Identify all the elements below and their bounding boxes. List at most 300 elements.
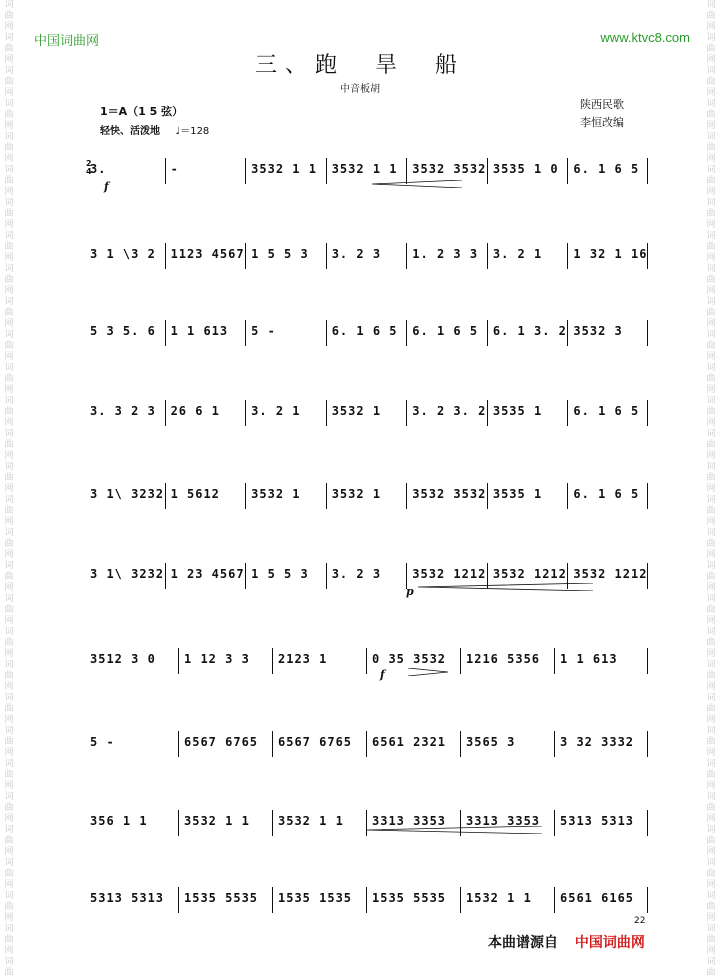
- watermark-glyph: 词: [4, 858, 14, 868]
- measure: 356 1 1: [90, 814, 148, 828]
- watermark-glyph: 网: [706, 781, 716, 791]
- barline: [272, 887, 273, 913]
- watermark-glyph: 曲: [706, 374, 716, 384]
- barline: [647, 158, 648, 184]
- song-title: 三、跑 旱 船: [254, 53, 465, 78]
- watermark-glyph: 词: [706, 594, 716, 604]
- watermark-glyph: 曲: [4, 539, 14, 549]
- barline: [165, 320, 166, 346]
- watermark-glyph: 曲: [706, 209, 716, 219]
- watermark-glyph: 曲: [4, 11, 14, 21]
- watermark-glyph: 网: [4, 715, 14, 725]
- watermark-glyph: 曲: [706, 638, 716, 648]
- score-row: [84, 400, 648, 426]
- measure: 3. 2 3. 2: [412, 404, 487, 418]
- watermark-glyph: 词: [706, 957, 716, 967]
- watermark-glyph: 网: [706, 220, 716, 230]
- measure: 3532 1 1: [331, 162, 398, 176]
- measure: 1535 1535: [278, 891, 353, 905]
- measure: 3. 2 3: [331, 247, 382, 261]
- watermark-glyph: 网: [4, 121, 14, 131]
- crescendo-hairpin: [366, 826, 542, 832]
- watermark-glyph: 曲: [706, 671, 716, 681]
- watermark-glyph: 词: [4, 528, 14, 538]
- measure: 3535 1: [492, 404, 543, 418]
- watermark-glyph: 曲: [706, 968, 716, 978]
- watermark-glyph: 曲: [706, 308, 716, 318]
- watermark-glyph: 网: [706, 748, 716, 758]
- watermark-glyph: 曲: [4, 803, 14, 813]
- measure: 6. 1 6 5: [573, 404, 640, 418]
- watermark-glyph: 曲: [4, 44, 14, 54]
- watermark-glyph: 词: [4, 132, 14, 142]
- barline: [554, 731, 555, 757]
- measure: 5 -: [90, 735, 115, 749]
- barline: [366, 887, 367, 913]
- barline: [460, 731, 461, 757]
- barline: [647, 243, 648, 269]
- watermark-glyph: 词: [4, 693, 14, 703]
- site-url[interactable]: www.ktvc8.com: [600, 30, 690, 45]
- dynamic-mark: p: [406, 585, 414, 598]
- barline: [567, 158, 568, 184]
- score-row: [84, 320, 648, 346]
- watermark-glyph: 曲: [706, 902, 716, 912]
- barline: [567, 483, 568, 509]
- measure: 1 5 5 3: [251, 567, 309, 581]
- watermark-glyph: 曲: [706, 836, 716, 846]
- watermark-glyph: 词: [4, 396, 14, 406]
- measure: 3 1\ 3232: [90, 487, 165, 501]
- watermark-glyph: 网: [4, 319, 14, 329]
- watermark-glyph: 网: [4, 88, 14, 98]
- barline: [487, 243, 488, 269]
- barline: [178, 887, 179, 913]
- barline: [406, 320, 407, 346]
- measure: 1532 1 1: [466, 891, 532, 905]
- measure: 3532 1 1: [184, 814, 250, 828]
- watermark-glyph: 曲: [4, 473, 14, 483]
- watermark-glyph: 网: [706, 946, 716, 956]
- barline: [647, 887, 648, 913]
- measure: 1 12 3 3: [184, 652, 250, 666]
- barline: [554, 887, 555, 913]
- watermark-glyph: 词: [4, 660, 14, 670]
- watermark-glyph: 网: [706, 253, 716, 263]
- watermark-glyph: 曲: [706, 737, 716, 747]
- dynamic-mark: f: [380, 668, 385, 681]
- measure: 0 35 3532: [372, 652, 447, 666]
- watermark-glyph: 网: [4, 484, 14, 494]
- source-credit: [488, 932, 645, 952]
- barline: [272, 810, 273, 836]
- watermark-glyph: 词: [706, 198, 716, 208]
- watermark-glyph: 曲: [4, 902, 14, 912]
- score-row: [84, 243, 648, 269]
- source-prefix: 本曲谱源自: [488, 935, 558, 951]
- watermark-glyph: 曲: [4, 869, 14, 879]
- score-row: [84, 731, 648, 757]
- watermark-glyph: 曲: [706, 11, 716, 21]
- watermark-glyph: 词: [4, 429, 14, 439]
- barline: [487, 158, 488, 184]
- watermark-glyph: 曲: [4, 176, 14, 186]
- measure: 3.: [90, 162, 107, 176]
- watermark-glyph: 曲: [706, 704, 716, 714]
- watermark-glyph: 曲: [706, 275, 716, 285]
- tempo-text: 轻快、活泼地: [100, 126, 160, 137]
- watermark-glyph: 曲: [4, 737, 14, 747]
- measure: 5313 5313: [560, 814, 635, 828]
- watermark-glyph: 词: [706, 396, 716, 406]
- barline: [165, 483, 166, 509]
- watermark-glyph: 曲: [4, 935, 14, 945]
- watermark-glyph: 网: [706, 913, 716, 923]
- measure: 1535 5535: [372, 891, 447, 905]
- watermark-glyph: 词: [706, 660, 716, 670]
- measure: 3532 1: [331, 404, 382, 418]
- measure: 6. 1 6 5: [331, 324, 398, 338]
- watermark-glyph: 网: [4, 187, 14, 197]
- barline: [487, 400, 488, 426]
- measure: 6. 1 3. 2: [492, 324, 567, 338]
- crescendo-hairpin: [372, 180, 462, 186]
- barline: [647, 400, 648, 426]
- measure: 3 1\ 3232: [90, 567, 165, 581]
- watermark-glyph: 词: [4, 825, 14, 835]
- watermark-glyph: 词: [706, 693, 716, 703]
- page-number: 22: [634, 916, 646, 926]
- barline: [487, 320, 488, 346]
- watermark-glyph: 词: [4, 792, 14, 802]
- watermark-glyph: 曲: [706, 473, 716, 483]
- barline: [326, 158, 327, 184]
- measure: 6561 2321: [372, 735, 447, 749]
- watermark-glyph: 曲: [4, 836, 14, 846]
- measure: 1216 5356: [466, 652, 541, 666]
- watermark-glyph: 词: [706, 891, 716, 901]
- watermark-glyph: 曲: [706, 572, 716, 582]
- score-row: [84, 483, 648, 509]
- barline: [366, 648, 367, 674]
- watermark-glyph: 曲: [706, 539, 716, 549]
- barline: [647, 648, 648, 674]
- watermark-glyph: 词: [706, 858, 716, 868]
- measure: 6. 1 6 5: [573, 162, 640, 176]
- watermark-glyph: 曲: [706, 440, 716, 450]
- site-name-left[interactable]: 中国词曲网: [34, 34, 100, 49]
- watermark-glyph: 词: [4, 561, 14, 571]
- measure: 1123 4567: [170, 247, 245, 261]
- measure: 3532 1: [331, 487, 382, 501]
- watermark-glyph: 词: [706, 429, 716, 439]
- watermark-glyph: 词: [4, 165, 14, 175]
- watermark-glyph: 词: [706, 363, 716, 373]
- measure: 3. 2 3: [331, 567, 382, 581]
- instrument-label: 中音板胡: [340, 84, 380, 95]
- watermark-glyph: 曲: [4, 638, 14, 648]
- measure: 5 3 5. 6: [90, 324, 156, 338]
- barline: [165, 243, 166, 269]
- watermark-glyph: 网: [4, 946, 14, 956]
- watermark-left: [2, 0, 16, 978]
- watermark-glyph: 网: [706, 649, 716, 659]
- watermark-right: [704, 0, 718, 978]
- watermark-glyph: 词: [706, 0, 716, 10]
- watermark-glyph: 词: [4, 759, 14, 769]
- watermark-glyph: 网: [706, 22, 716, 32]
- barline: [406, 483, 407, 509]
- watermark-glyph: 网: [4, 847, 14, 857]
- watermark-glyph: 词: [4, 264, 14, 274]
- barline: [245, 400, 246, 426]
- barline: [245, 158, 246, 184]
- measure: 3 1 \3 2: [90, 247, 156, 261]
- barline: [406, 400, 407, 426]
- measure: 6. 1 6 5: [412, 324, 479, 338]
- barline: [554, 648, 555, 674]
- watermark-glyph: 网: [4, 385, 14, 395]
- measure: 5 -: [251, 324, 276, 338]
- watermark-glyph: 曲: [4, 605, 14, 615]
- watermark-glyph: 网: [706, 121, 716, 131]
- watermark-glyph: 曲: [706, 869, 716, 879]
- measure: 6567 6765: [184, 735, 259, 749]
- watermark-glyph: 曲: [4, 671, 14, 681]
- watermark-glyph: 曲: [4, 374, 14, 384]
- measure: 1 23 4567: [170, 567, 245, 581]
- watermark-glyph: 词: [706, 924, 716, 934]
- watermark-glyph: 网: [4, 649, 14, 659]
- measure: 1 5 5 3: [251, 247, 309, 261]
- watermark-glyph: 词: [4, 363, 14, 373]
- watermark-glyph: 词: [706, 231, 716, 241]
- crescendo-hairpin: [418, 583, 593, 589]
- watermark-glyph: 词: [706, 825, 716, 835]
- watermark-glyph: 词: [4, 957, 14, 967]
- watermark-glyph: 网: [706, 550, 716, 560]
- tempo-mark: ♩＝128: [175, 126, 210, 137]
- watermark-glyph: 曲: [4, 341, 14, 351]
- watermark-glyph: 网: [706, 286, 716, 296]
- measure: 3. 3 2 3: [90, 404, 156, 418]
- measure: 3565 3: [466, 735, 516, 749]
- watermark-glyph: 网: [706, 484, 716, 494]
- watermark-glyph: 曲: [4, 407, 14, 417]
- barline: [165, 563, 166, 589]
- barline: [178, 810, 179, 836]
- watermark-glyph: 曲: [4, 275, 14, 285]
- watermark-glyph: 词: [706, 99, 716, 109]
- watermark-glyph: 曲: [706, 242, 716, 252]
- watermark-glyph: 词: [4, 330, 14, 340]
- watermark-glyph: 曲: [706, 110, 716, 120]
- watermark-glyph: 网: [706, 352, 716, 362]
- barline: [245, 483, 246, 509]
- barline: [245, 320, 246, 346]
- watermark-glyph: 曲: [706, 407, 716, 417]
- watermark-glyph: 词: [706, 561, 716, 571]
- watermark-glyph: 曲: [706, 803, 716, 813]
- watermark-glyph: 曲: [4, 704, 14, 714]
- measure: 1 32 1 16: [573, 247, 648, 261]
- watermark-glyph: 词: [706, 792, 716, 802]
- measure: 5313 5313: [90, 891, 165, 905]
- watermark-glyph: 词: [706, 297, 716, 307]
- watermark-glyph: 曲: [4, 209, 14, 219]
- measure: 3313 3353: [372, 814, 447, 828]
- barline: [178, 648, 179, 674]
- barline: [178, 731, 179, 757]
- measure: 3535 1 0: [492, 162, 559, 176]
- watermark-glyph: 网: [4, 154, 14, 164]
- measure: 1535 5535: [184, 891, 259, 905]
- watermark-glyph: 词: [706, 495, 716, 505]
- watermark-glyph: 网: [706, 418, 716, 428]
- watermark-glyph: 曲: [706, 935, 716, 945]
- measure: 3532 1212: [412, 567, 487, 581]
- measure: 3532 1 1: [251, 162, 317, 176]
- barline: [647, 320, 648, 346]
- measure: -: [170, 162, 179, 176]
- barline: [165, 400, 166, 426]
- watermark-glyph: 曲: [4, 308, 14, 318]
- watermark-glyph: 词: [706, 726, 716, 736]
- watermark-glyph: 曲: [4, 440, 14, 450]
- barline: [567, 400, 568, 426]
- score-row: [84, 887, 648, 913]
- measure: 3 32 3332: [560, 735, 635, 749]
- barline: [647, 483, 648, 509]
- watermark-glyph: 网: [706, 814, 716, 824]
- watermark-glyph: 词: [4, 297, 14, 307]
- watermark-glyph: 网: [4, 286, 14, 296]
- barline: [567, 320, 568, 346]
- barline: [165, 158, 166, 184]
- watermark-glyph: 词: [4, 924, 14, 934]
- watermark-glyph: 曲: [4, 242, 14, 252]
- song-origin: 陕西民歌: [580, 98, 624, 111]
- watermark-glyph: 网: [4, 616, 14, 626]
- watermark-glyph: 曲: [706, 176, 716, 186]
- watermark-glyph: 词: [706, 759, 716, 769]
- barline: [245, 563, 246, 589]
- watermark-glyph: 词: [706, 165, 716, 175]
- watermark-glyph: 曲: [4, 77, 14, 87]
- barline: [366, 731, 367, 757]
- watermark-glyph: 网: [4, 550, 14, 560]
- watermark-glyph: 网: [706, 583, 716, 593]
- watermark-glyph: 词: [706, 66, 716, 76]
- watermark-glyph: 网: [4, 55, 14, 65]
- watermark-glyph: 网: [706, 715, 716, 725]
- watermark-glyph: 曲: [706, 605, 716, 615]
- watermark-glyph: 曲: [4, 968, 14, 978]
- watermark-glyph: 网: [4, 583, 14, 593]
- watermark-glyph: 网: [4, 880, 14, 890]
- barline: [326, 400, 327, 426]
- watermark-glyph: 词: [4, 99, 14, 109]
- measure: 3535 1: [492, 487, 543, 501]
- barline: [460, 648, 461, 674]
- watermark-glyph: 曲: [706, 506, 716, 516]
- watermark-glyph: 词: [706, 462, 716, 472]
- measure: 6. 1 6 5: [573, 487, 640, 501]
- measure: 3313 3353: [466, 814, 541, 828]
- measure: 1 1 613: [560, 652, 618, 666]
- watermark-glyph: 网: [4, 517, 14, 527]
- tempo-line: [100, 122, 209, 137]
- watermark-glyph: 网: [4, 814, 14, 824]
- watermark-glyph: 曲: [706, 77, 716, 87]
- watermark-glyph: 词: [706, 330, 716, 340]
- watermark-glyph: 网: [706, 88, 716, 98]
- watermark-glyph: 曲: [4, 572, 14, 582]
- measure: 1 5612: [170, 487, 220, 501]
- watermark-glyph: 网: [4, 418, 14, 428]
- measure: 3512 3 0: [90, 652, 156, 666]
- watermark-glyph: 网: [706, 385, 716, 395]
- source-brand[interactable]: 中国词曲网: [574, 935, 645, 951]
- watermark-glyph: 词: [706, 132, 716, 142]
- watermark-glyph: 网: [4, 781, 14, 791]
- watermark-glyph: 曲: [706, 341, 716, 351]
- watermark-glyph: 词: [4, 0, 14, 10]
- watermark-glyph: 网: [4, 220, 14, 230]
- measure: 3532 1 1: [278, 814, 344, 828]
- watermark-glyph: 网: [706, 187, 716, 197]
- score-row: [84, 648, 648, 674]
- measure: 3532 3532: [412, 162, 487, 176]
- barline: [326, 320, 327, 346]
- barline: [647, 810, 648, 836]
- watermark-glyph: 曲: [706, 770, 716, 780]
- watermark-glyph: 曲: [4, 506, 14, 516]
- watermark-glyph: 词: [4, 462, 14, 472]
- watermark-glyph: 网: [4, 352, 14, 362]
- watermark-glyph: 曲: [706, 44, 716, 54]
- watermark-glyph: 网: [706, 451, 716, 461]
- watermark-glyph: 网: [706, 154, 716, 164]
- watermark-glyph: 词: [4, 627, 14, 637]
- watermark-glyph: 网: [4, 253, 14, 263]
- barline: [487, 483, 488, 509]
- watermark-glyph: 网: [4, 451, 14, 461]
- watermark-glyph: 曲: [4, 110, 14, 120]
- measure: 3532 3: [573, 324, 623, 338]
- measure: 26 6 1: [170, 404, 220, 418]
- score-row: [84, 158, 648, 184]
- measure: 1 1 613: [170, 324, 229, 338]
- watermark-glyph: 网: [4, 913, 14, 923]
- key-signature: 1＝A（1 5 弦）: [100, 105, 184, 118]
- measure: 3532 3532: [412, 487, 487, 501]
- watermark-glyph: 词: [706, 528, 716, 538]
- dynamic-mark: f: [104, 180, 109, 193]
- barline: [245, 243, 246, 269]
- barline: [647, 731, 648, 757]
- watermark-glyph: 词: [4, 66, 14, 76]
- barline: [326, 563, 327, 589]
- barline: [460, 887, 461, 913]
- watermark-glyph: 网: [4, 682, 14, 692]
- time-signature-top: 2: [86, 159, 92, 168]
- watermark-glyph: 网: [706, 517, 716, 527]
- barline: [272, 648, 273, 674]
- barline: [326, 483, 327, 509]
- watermark-glyph: 词: [4, 495, 14, 505]
- barline: [647, 563, 648, 589]
